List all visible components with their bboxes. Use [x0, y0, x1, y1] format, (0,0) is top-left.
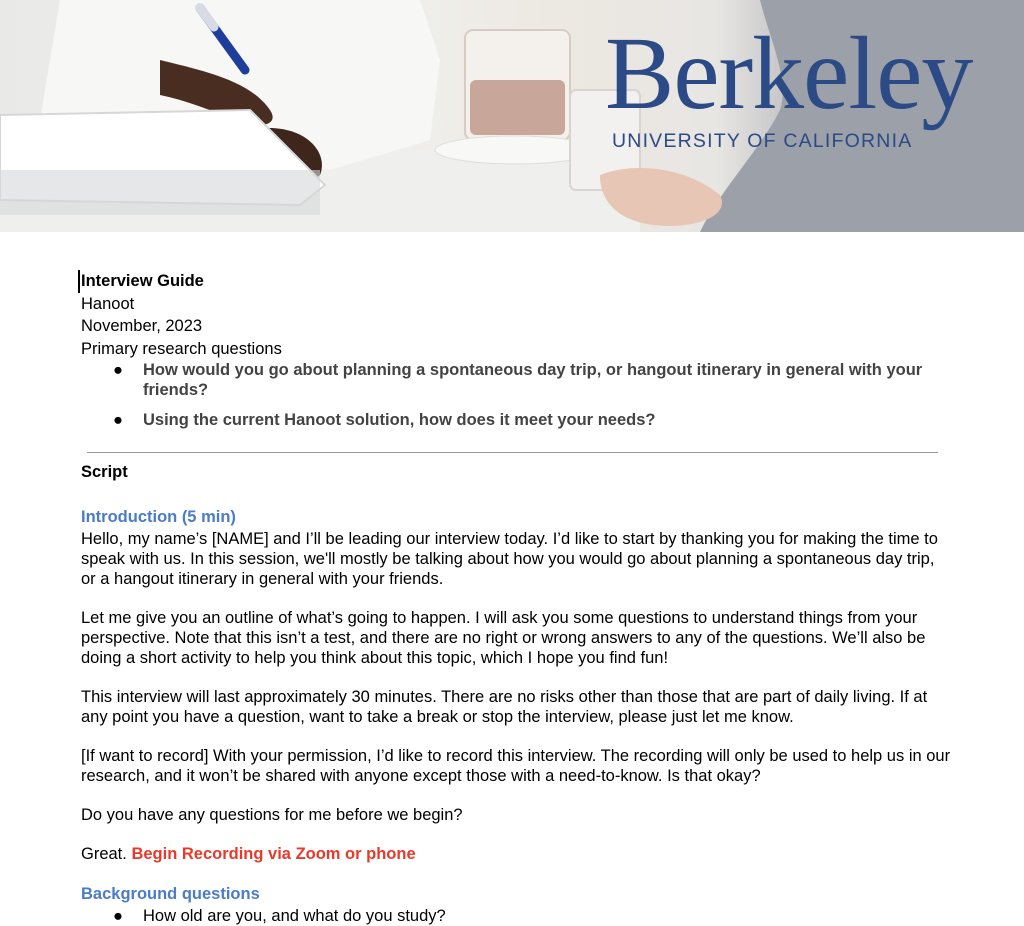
list-item[interactable]: [113, 906, 951, 926]
background-questions-list: [81, 906, 951, 926]
rq-label[interactable]: Primary research questions: [81, 339, 282, 358]
intro-heading[interactable]: Introduction (5 min): [81, 507, 236, 526]
list-item[interactable]: [113, 410, 951, 430]
bg-question-text: How old are you, and what do you study?: [143, 906, 446, 925]
horizontal-divider: [87, 452, 938, 453]
list-item[interactable]: [113, 360, 951, 400]
doc-product[interactable]: Hanoot: [81, 294, 135, 313]
script-heading[interactable]: Script: [81, 462, 128, 481]
rq-text-1: How would you go about planning a spontaneous day trip, or hangout itinerary in general with your friends?: [143, 360, 923, 399]
outline-paragraph[interactable]: Let me give you an outline of what’s going to happen. I will ask you some questions to understand things from your perspective. Note that this isn’t a test, and there are no right or wrong answers to any of the questions. We’ll also be doing a short activity to help you think about this topic, which I hope you find fun!: [81, 608, 926, 667]
bullet-icon: ●: [113, 906, 123, 925]
berkeley-logo: [605, 16, 1015, 162]
research-questions-list: [81, 360, 951, 430]
background-heading[interactable]: Background questions: [81, 884, 260, 903]
bullet-icon: ●: [113, 410, 123, 429]
bullet-icon: ●: [113, 360, 123, 379]
document-body: [81, 270, 951, 926]
doc-title[interactable]: Interview Guide: [78, 270, 204, 293]
intro-paragraph[interactable]: Hello, my name’s [NAME] and I’ll be leading our interview today. I’d like to start by thanking you for making the time to speak with us. In this session, we'll mostly be talking about how you would go about planning a spontaneous day trip, or a hangout itinerary in general with your friends.: [81, 529, 938, 588]
duration-paragraph[interactable]: This interview will last approximately 30 minutes. There are no risks other than those that are part of daily living. If at any point you have a question, want to take a break or stop the interview, please just let me know.: [81, 687, 928, 726]
header-banner-image: [0, 0, 1024, 232]
doc-date[interactable]: November, 2023: [81, 317, 203, 335]
great-text: Great.: [81, 844, 127, 863]
questions-paragraph[interactable]: Do you have any questions for me before we begin?: [81, 805, 463, 824]
logo-subtitle: UNIVERSITY OF CALIFORNIA: [612, 130, 913, 152]
begin-recording-text: Begin Recording via Zoom or phone: [131, 844, 416, 863]
rq-text-2: Using the current Hanoot solution, how does it meet your needs?: [143, 410, 656, 429]
great-line[interactable]: [81, 844, 951, 864]
record-paragraph[interactable]: [If want to record] With your permission, I’d like to record this interview. The recording will only be used to help us in our research, and it won’t be shared with anyone except those with a need-to-know. Is that okay?: [81, 746, 951, 785]
logo-wordmark: Berkeley: [605, 16, 973, 131]
